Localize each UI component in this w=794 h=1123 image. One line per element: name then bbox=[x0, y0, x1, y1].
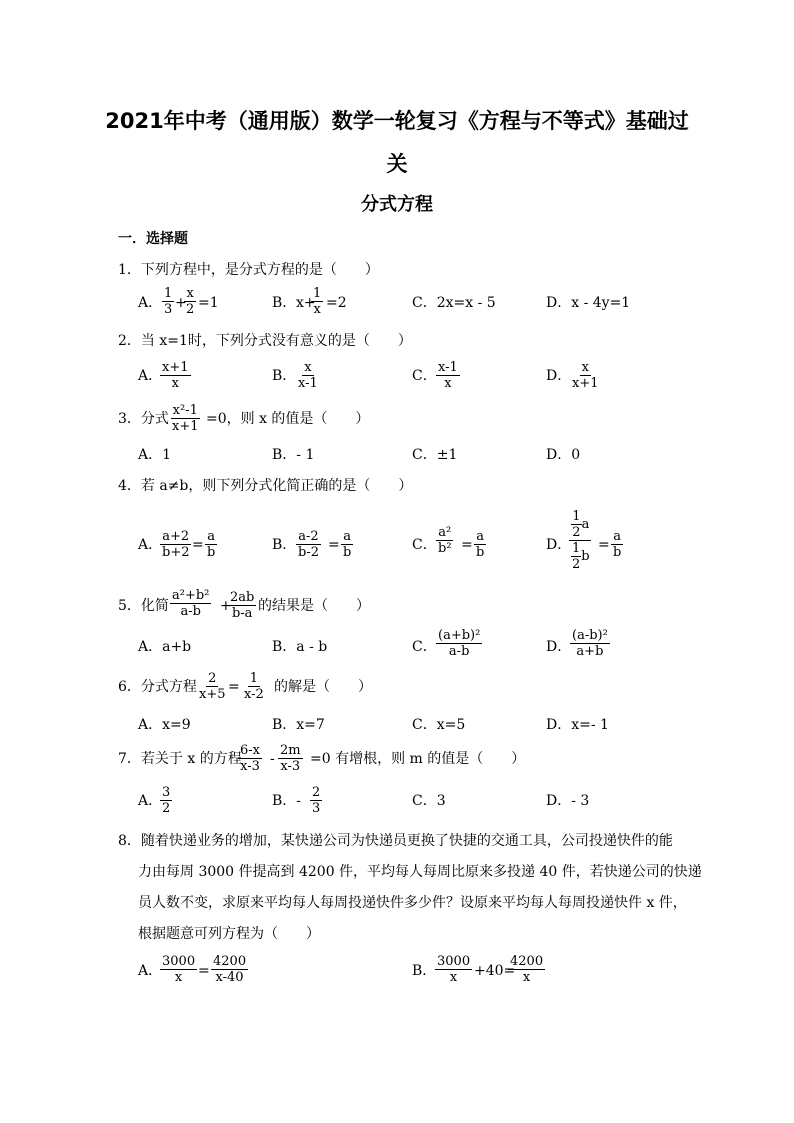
section-heading: 一．选择题 bbox=[118, 231, 188, 247]
q2-c-label: C． bbox=[412, 368, 437, 384]
half-den: 2 bbox=[572, 525, 581, 540]
subtitle: 分式方程 bbox=[361, 194, 433, 215]
denominator: x-40 bbox=[215, 970, 244, 985]
q4-c-eq: = bbox=[461, 537, 473, 553]
q4-b-frac bbox=[296, 529, 321, 560]
numerator: 3 bbox=[162, 785, 171, 800]
denominator: b bbox=[613, 545, 622, 560]
q4-a-label: A． bbox=[138, 537, 163, 553]
denominator: b² bbox=[438, 541, 452, 556]
q8-text-line-3: 员人数不变，求原来平均每人每周投递快件多少件？设原来平均每人每周投递快件 x 件， bbox=[138, 895, 687, 911]
title-line-1: 2021年中考（通用版）数学一轮复习《方程与不等式》基础过 bbox=[105, 109, 689, 133]
numerator: a bbox=[207, 529, 216, 544]
denominator: x bbox=[522, 970, 531, 985]
q4-c-label: C． bbox=[412, 537, 437, 553]
q6-eq: = bbox=[228, 679, 240, 695]
numerator: a+2 bbox=[162, 529, 190, 544]
q6-stem-post: 的解是（ ） bbox=[274, 679, 372, 695]
half-num: 1 bbox=[572, 541, 581, 556]
q5-plus: + bbox=[220, 598, 232, 614]
numerator: 3000 bbox=[437, 954, 471, 969]
denominator: b+2 bbox=[162, 545, 190, 560]
q1-b-tail: =2 bbox=[326, 295, 347, 311]
q1-stem: 1．下列方程中，是分式方程的是（ ） bbox=[118, 262, 379, 278]
q1-option-c: C．2x=x - 5 bbox=[412, 295, 496, 311]
q8-b-mid: +40= bbox=[474, 963, 516, 979]
denominator: x+5 bbox=[199, 687, 226, 702]
denominator: x-2 bbox=[244, 687, 264, 702]
q4-d-label: D． bbox=[546, 537, 572, 553]
numerator: a²+b² bbox=[172, 588, 210, 603]
numerator: x²-1 bbox=[172, 403, 198, 418]
numerator: 1 bbox=[164, 286, 173, 301]
numerator: 6-x bbox=[240, 743, 260, 758]
denominator: x-1 bbox=[298, 376, 318, 391]
q1-b-frac bbox=[311, 286, 323, 317]
numerator bbox=[569, 509, 591, 541]
denominator: x bbox=[174, 970, 183, 985]
q4-a-frac bbox=[160, 529, 192, 560]
denominator: a-b bbox=[448, 644, 470, 659]
numerator: 1 bbox=[249, 671, 259, 686]
q3-option-c: C．±1 bbox=[412, 447, 458, 463]
numerator: 2m bbox=[280, 743, 301, 758]
numerator: x bbox=[581, 360, 589, 375]
q3-stem-post: =0，则 x 的值是（ ） bbox=[206, 411, 370, 427]
q7-a-frac bbox=[160, 785, 172, 816]
q2-stem: 2．当 x=1时，下列分式没有意义的是（ ） bbox=[118, 333, 412, 349]
denominator: b-a bbox=[231, 606, 253, 621]
numerator: a-2 bbox=[298, 529, 319, 544]
q4-c-rfrac bbox=[474, 529, 486, 560]
q6-frac1 bbox=[197, 671, 228, 702]
q2-d-label: D． bbox=[546, 368, 572, 384]
denominator bbox=[569, 541, 592, 572]
q4-a-rfrac bbox=[205, 529, 217, 560]
q1-a-tail: =1 bbox=[198, 295, 219, 311]
q8-a-frac bbox=[160, 954, 197, 985]
q5-frac1 bbox=[170, 588, 211, 619]
q3-frac bbox=[170, 403, 201, 434]
half bbox=[571, 541, 581, 572]
q7-minus: - bbox=[270, 751, 275, 767]
q6-option-a: A．x=9 bbox=[138, 717, 191, 733]
denominator: b bbox=[207, 545, 216, 560]
q7-frac1 bbox=[238, 743, 262, 774]
q4-d-complex-frac bbox=[569, 509, 592, 572]
q2-d-frac bbox=[570, 360, 601, 391]
q4-a-eq: = bbox=[192, 537, 204, 553]
q2-a-label: A． bbox=[138, 368, 163, 384]
numerator: 4200 bbox=[213, 954, 247, 969]
denominator: 2 bbox=[162, 801, 171, 816]
q6-option-d: D．x=- 1 bbox=[546, 717, 609, 733]
half-den: 2 bbox=[572, 557, 581, 572]
q5-c-frac bbox=[436, 628, 482, 659]
title-line-2: 关 bbox=[386, 152, 408, 176]
half bbox=[571, 509, 581, 540]
denominator: a+b bbox=[576, 644, 604, 659]
q7-a-label: A． bbox=[138, 793, 163, 809]
q5-stem-pre: 5．化简 bbox=[118, 598, 169, 614]
q8-a-eq: = bbox=[198, 963, 210, 979]
q8-b-frac bbox=[435, 954, 472, 985]
q4-c-frac bbox=[436, 525, 454, 556]
numerator: x bbox=[186, 286, 194, 301]
half-num: 1 bbox=[572, 509, 581, 524]
denominator: x-3 bbox=[280, 759, 301, 774]
q4-b-eq: = bbox=[328, 537, 340, 553]
q2-b-frac bbox=[296, 360, 320, 391]
q5-option-a: A．a+b bbox=[138, 639, 192, 655]
numerator: a bbox=[343, 529, 352, 544]
q8-b-label: B． bbox=[412, 963, 437, 979]
q6-frac2 bbox=[242, 671, 266, 702]
var-b: b bbox=[581, 549, 590, 564]
q4-d-eq: = bbox=[598, 537, 610, 553]
q4-b-rfrac bbox=[341, 529, 353, 560]
denominator: 2 bbox=[186, 302, 195, 317]
numerator: x bbox=[304, 360, 312, 375]
numerator: 1 bbox=[313, 286, 322, 301]
q7-stem-post: =0 有增根，则 m 的值是（ ） bbox=[310, 751, 526, 767]
q3-stem-pre: 3．分式 bbox=[118, 411, 169, 427]
numerator: 2ab bbox=[230, 590, 255, 605]
q7-option-d: D．- 3 bbox=[546, 793, 590, 809]
denominator: x bbox=[449, 970, 458, 985]
q7-stem-pre: 7．若关于 x 的方程 bbox=[118, 751, 242, 767]
denominator: b bbox=[343, 545, 352, 560]
numerator: 2 bbox=[208, 671, 217, 686]
q5-d-label: D． bbox=[546, 639, 572, 655]
denominator: x bbox=[444, 376, 452, 391]
q4-stem: 4．若 a≠b，则下列分式化简正确的是（ ） bbox=[118, 478, 413, 494]
denominator: b bbox=[476, 545, 485, 560]
denominator: x bbox=[313, 302, 321, 317]
q2-b-label: B． bbox=[272, 368, 297, 384]
q1-a-frac1 bbox=[162, 286, 174, 317]
q3-option-b: B．- 1 bbox=[272, 447, 315, 463]
q7-b-label: B．- bbox=[272, 793, 302, 809]
q8-a-rfrac bbox=[211, 954, 248, 985]
q8-text-line-1: 8．随着快递业务的增加，某快递公司为快递员更换了快捷的交通工具，公司投递快件的能 bbox=[118, 833, 673, 849]
q5-d-frac bbox=[570, 628, 610, 659]
denominator: b-2 bbox=[298, 545, 319, 560]
q8-a-label: A． bbox=[138, 963, 163, 979]
numerator: (a-b)² bbox=[572, 628, 608, 643]
q5-stem-post: 的结果是（ ） bbox=[258, 598, 370, 614]
q5-frac2 bbox=[228, 590, 256, 621]
q7-option-c: C．3 bbox=[412, 793, 446, 809]
numerator: (a+b)² bbox=[438, 628, 481, 643]
q6-stem-pre: 6．分式方程 bbox=[118, 679, 197, 695]
q5-option-b: B．a - b bbox=[272, 639, 328, 655]
numerator: 3000 bbox=[162, 954, 196, 969]
q1-option-d: D．x - 4y=1 bbox=[546, 295, 631, 311]
q2-c-frac bbox=[436, 360, 460, 391]
q8-b-rfrac bbox=[508, 954, 545, 985]
q7-frac2 bbox=[278, 743, 303, 774]
numerator: x-1 bbox=[438, 360, 458, 375]
denominator: x bbox=[171, 376, 179, 391]
q4-d-rfrac bbox=[611, 529, 623, 560]
denominator: x-3 bbox=[240, 759, 260, 774]
q1-a-frac2 bbox=[184, 286, 196, 317]
denominator: x+1 bbox=[172, 419, 199, 434]
q6-option-c: C．x=5 bbox=[412, 717, 466, 733]
numerator: 4200 bbox=[510, 954, 544, 969]
q4-b-label: B． bbox=[272, 537, 297, 553]
q8-text-line-2: 力由每周 3000 件提高到 4200 件，平均每人每周比原来多投递 40 件，若快递公司的快递 bbox=[138, 864, 702, 880]
numerator: 2 bbox=[312, 785, 321, 800]
denominator: a-b bbox=[180, 604, 201, 619]
q1-b-label: B． bbox=[272, 295, 297, 311]
numerator: a² bbox=[438, 525, 452, 540]
q1-a-plus: + bbox=[175, 295, 187, 311]
q7-b-frac bbox=[310, 785, 322, 816]
numerator: x+1 bbox=[162, 360, 189, 375]
q5-c-label: C． bbox=[412, 639, 437, 655]
q6-option-b: B．x=7 bbox=[272, 717, 325, 733]
q2-a-frac bbox=[160, 360, 191, 391]
var-a: a bbox=[581, 517, 590, 532]
q3-option-d: D．0 bbox=[546, 447, 581, 463]
denominator: 3 bbox=[312, 801, 321, 816]
numerator: a bbox=[476, 529, 485, 544]
denominator: x+1 bbox=[572, 376, 599, 391]
q1-a-label: A． bbox=[138, 295, 163, 311]
denominator: 3 bbox=[164, 302, 173, 317]
q3-option-a: A．1 bbox=[138, 447, 172, 463]
q1-b-pre: x+ bbox=[296, 295, 316, 311]
numerator: a bbox=[613, 529, 622, 544]
q8-text-line-4: 根据题意可列方程为（ ） bbox=[138, 926, 320, 942]
